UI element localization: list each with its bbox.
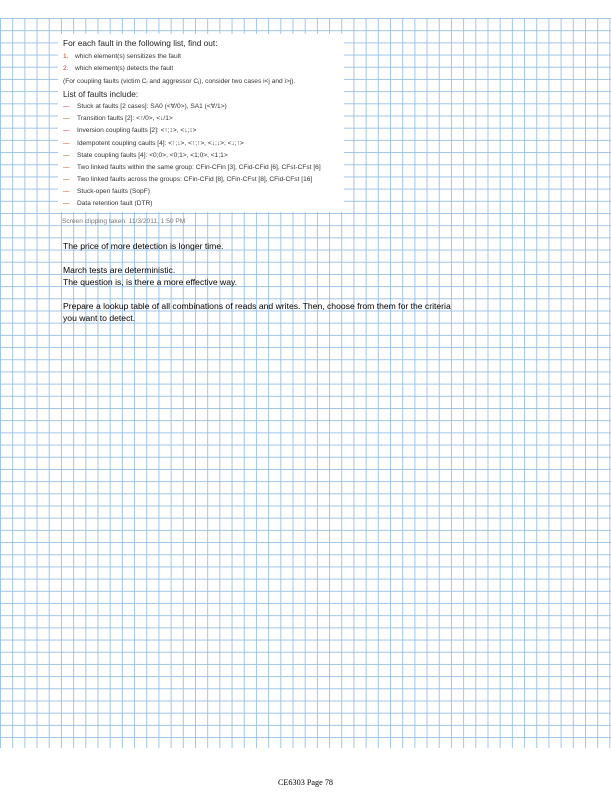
- bullet-dash: —: [63, 103, 70, 110]
- list-item: [63, 152, 228, 159]
- fault-text: Transition faults [2]: <↑/0>, <↓/1>: [77, 115, 173, 122]
- fault-text: Two linked faults within the same group: CFin-CFin [3], CFid-CFid [6], CFst-CFst [6]: [77, 164, 321, 171]
- fault-list-heading: List of faults include:: [63, 89, 139, 99]
- step-number: 2.: [63, 65, 69, 72]
- step-text: which element(s) sensitizes the fault: [75, 53, 181, 60]
- note-line: March tests are deterministic.: [63, 265, 176, 275]
- bullet-dash: —: [63, 152, 70, 159]
- page-footer: CE6303 Page 78: [277, 778, 334, 787]
- screen-clipping: [58, 34, 344, 212]
- list-item: [63, 200, 153, 207]
- list-item: [63, 176, 312, 183]
- note-line: you want to detect.: [63, 313, 136, 323]
- fault-text: Stuck at faults [2 cases]: SA0 (<∀/0>), SA1 (<∀/1>): [77, 103, 227, 110]
- fault-text: Data retention fault (DTR): [77, 200, 153, 207]
- list-item: [63, 140, 244, 147]
- fault-text: State coupling faults [4]: <0;0>, <0;1>, <1;0>, <1;1>: [77, 152, 228, 159]
- bullet-dash: —: [63, 176, 70, 183]
- note-line: The question is, is there a more effective way.: [63, 277, 238, 287]
- step-number: 1.: [63, 53, 69, 60]
- bullet-dash: —: [63, 164, 70, 171]
- list-item: [63, 65, 173, 72]
- list-item: [63, 53, 181, 60]
- bullet-dash: —: [63, 127, 70, 134]
- fault-text: Two linked faults across the groups: CFin-CFid [8], CFin-CFst [8], CFid-CFst [16]: [77, 176, 313, 183]
- bullet-dash: —: [63, 188, 70, 195]
- clipping-intro: For each fault in the following list, find out:: [63, 38, 218, 48]
- step-text: which element(s) detects the fault: [75, 65, 174, 72]
- clipping-caption: Screen clipping taken: 11/3/2011, 1:50 PM: [62, 218, 186, 225]
- list-item: [63, 188, 150, 195]
- coupling-note: (For coupling faults (victim Cᵢ and aggressor Cⱼ), consider two cases i<j and i>j).: [63, 78, 296, 85]
- note-line: Prepare a lookup table of all combinations of reads and writes. Then, choose from them for the criteria: [63, 301, 451, 311]
- list-item: [63, 115, 173, 122]
- list-item: [63, 164, 321, 171]
- bullet-dash: —: [63, 200, 70, 207]
- list-item: [63, 102, 227, 110]
- note-line: The price of more detection is longer time.: [63, 241, 224, 251]
- fault-text: Stuck-open faults (SopF): [77, 188, 150, 195]
- fault-text: Inversion coupling faults [2]: <↑;↕>, <↓;↕>: [77, 127, 197, 134]
- bullet-dash: —: [63, 140, 70, 147]
- list-item: [63, 127, 197, 134]
- bullet-dash: —: [63, 115, 70, 122]
- fault-text: Idempotent coupling caults [4]: <↑;↓>, <↑;↑>, <↓;↓>, <↓;↑>: [77, 140, 244, 147]
